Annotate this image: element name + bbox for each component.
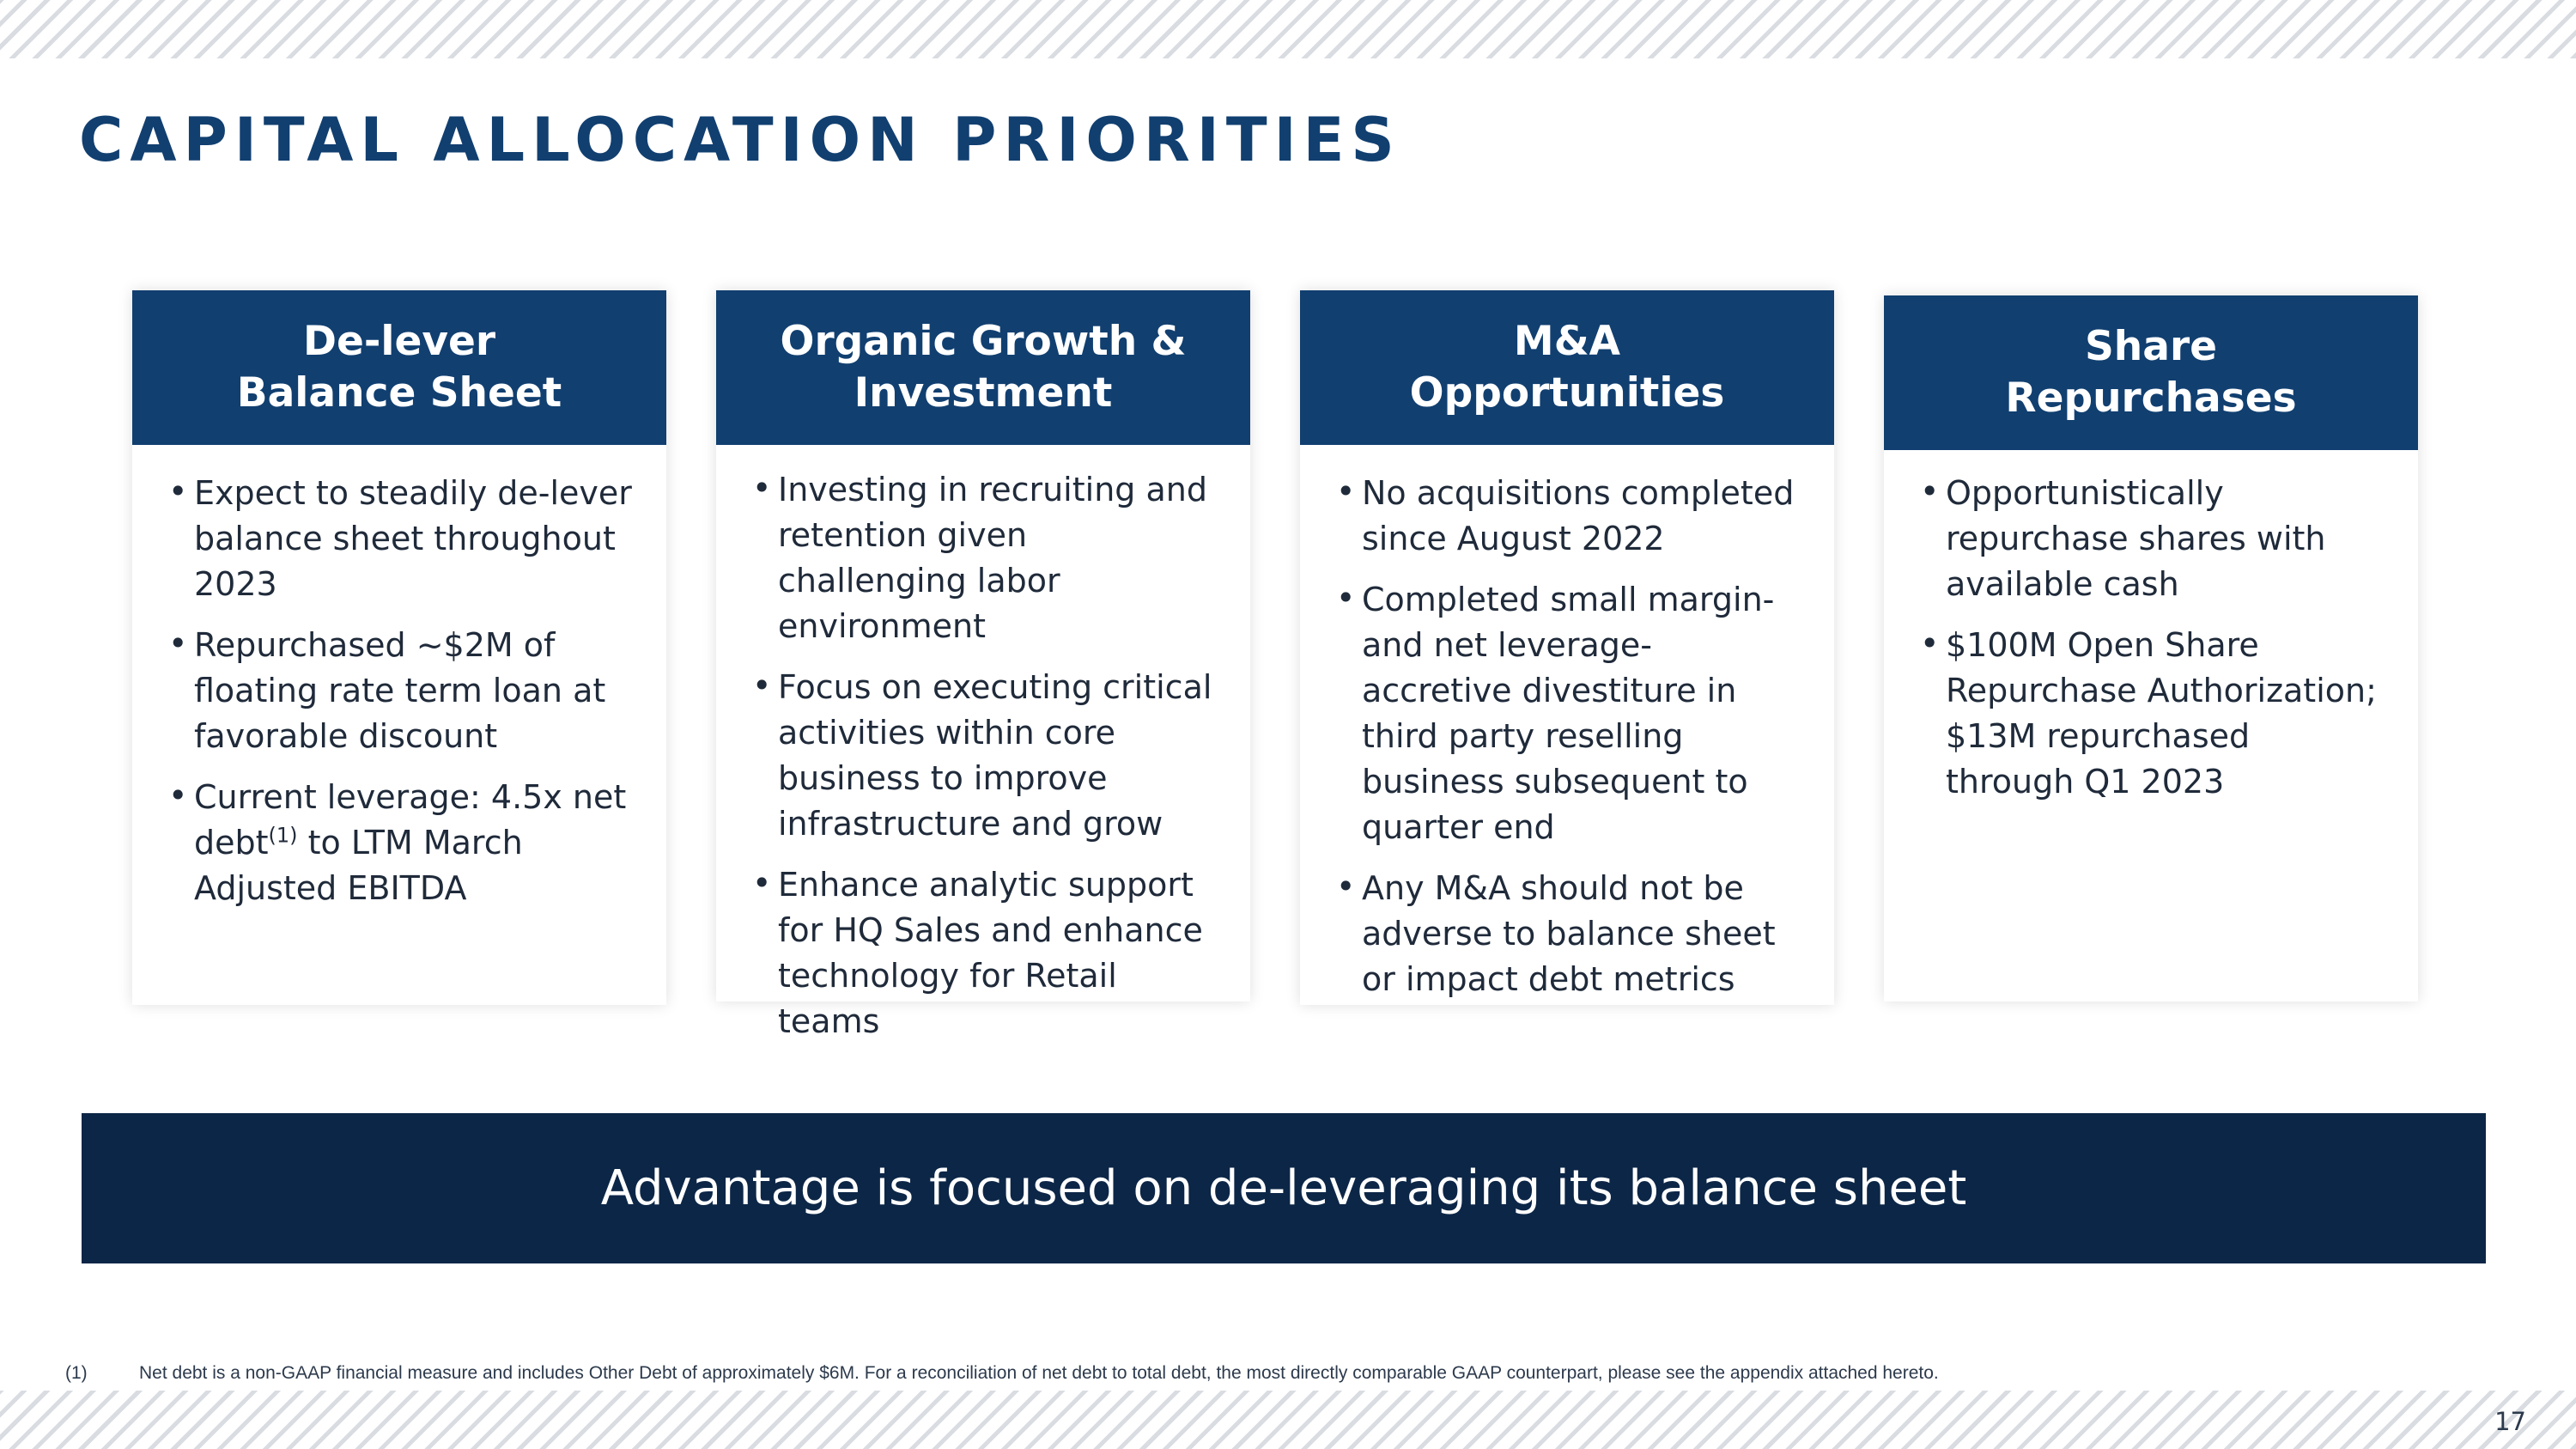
list-item — [1920, 623, 2385, 805]
bullet-list — [1920, 471, 2385, 805]
bullet-list — [752, 467, 1218, 1044]
footnote — [65, 1363, 1939, 1384]
bullet-icon: • — [752, 864, 772, 902]
card-header-text: M&A Opportunities — [1409, 318, 1725, 417]
bullet-icon: • — [1336, 868, 1356, 905]
bullet-text: Opportunistically repurchase shares with available cash — [1946, 474, 2326, 603]
card-m-and-a — [1300, 290, 1834, 1005]
list-item — [752, 862, 1218, 1044]
page-number: 17 — [2494, 1407, 2526, 1436]
card-header-text: De-lever Balance Sheet — [236, 318, 562, 417]
bullet-icon: • — [1336, 579, 1356, 617]
card-header — [716, 290, 1250, 445]
footnote-ref: (1) — [268, 823, 298, 848]
list-item — [1336, 577, 1801, 850]
bullet-icon: • — [1336, 472, 1356, 510]
bullet-text: Completed small margin- and net leverage-accretive divestiture in third party reselling business subsequent to quarter end — [1362, 581, 1775, 846]
card-body — [1884, 450, 2418, 805]
card-body — [716, 445, 1250, 1044]
card-share-repurchases — [1884, 295, 2418, 1002]
bullet-icon: • — [168, 776, 188, 814]
card-body — [1300, 445, 1834, 1002]
summary-banner — [82, 1113, 2486, 1263]
banner-text: Advantage is focused on de-leveraging its balance sheet — [600, 1160, 1967, 1216]
card-header-text: Share Repurchases — [2005, 323, 2297, 422]
bullet-icon: • — [1920, 472, 1940, 510]
card-body — [132, 445, 666, 911]
page-title: CAPITAL ALLOCATION PRIORITIES — [79, 105, 1401, 175]
card-organic-growth — [716, 290, 1250, 1040]
bullet-text: Any M&A should not be adverse to balance sheet or impact debt metrics — [1362, 869, 1776, 998]
list-item — [1336, 471, 1801, 562]
card-header — [132, 290, 666, 445]
list-item — [752, 467, 1218, 649]
bullet-icon: • — [752, 667, 772, 704]
bottom-hatch-band — [0, 1391, 2576, 1449]
bullet-text: No acquisitions completed since August 2022 — [1362, 474, 1795, 557]
bullet-text: Repurchased ~$2M of floating rate term loan at favorable discount — [194, 626, 606, 755]
top-hatch-band — [0, 0, 2576, 58]
bullet-icon: • — [168, 624, 188, 662]
list-item — [752, 665, 1218, 847]
list-item — [1920, 471, 2385, 607]
bullet-text-before: Current leverage: 4.5x net debt — [194, 778, 627, 861]
card-header — [1884, 295, 2418, 450]
bullet-text: Enhance analytic support for HQ Sales and enhance technology for Retail teams — [778, 866, 1203, 1040]
bullet-text: Expect to steadily de-lever balance sheet throughout 2023 — [194, 474, 632, 603]
card-de-lever — [132, 290, 666, 1005]
list-item — [168, 623, 634, 759]
card-header — [1300, 290, 1834, 445]
list-item — [168, 775, 634, 911]
bullet-list — [1336, 471, 1801, 1002]
bullet-icon: • — [752, 469, 772, 507]
bullet-text-after: to LTM March Adjusted EBITDA — [194, 824, 523, 907]
list-item — [168, 471, 634, 607]
bullet-text: Investing in recruiting and retention given challenging labor environment — [778, 471, 1207, 645]
bullet-list — [168, 471, 634, 911]
footnote-text: Net debt is a non-GAAP financial measure and includes Other Debt of approximately $6M. For a reconciliation of net debt to total debt, the most directly comparable GAAP counterpart, please see the appendix attached hereto. — [139, 1363, 1939, 1383]
card-header-text: Organic Growth & Investment — [780, 318, 1187, 417]
bullet-icon: • — [1920, 624, 1940, 662]
bullet-text: Focus on executing critical activities within core business to improve infrastructure and grow — [778, 668, 1212, 843]
bullet-text: $100M Open Share Repurchase Authorization; $13M repurchased through Q1 2023 — [1946, 626, 2377, 801]
footnote-marker: (1) — [65, 1363, 88, 1383]
list-item — [1336, 866, 1801, 1002]
bullet-icon: • — [168, 472, 188, 510]
